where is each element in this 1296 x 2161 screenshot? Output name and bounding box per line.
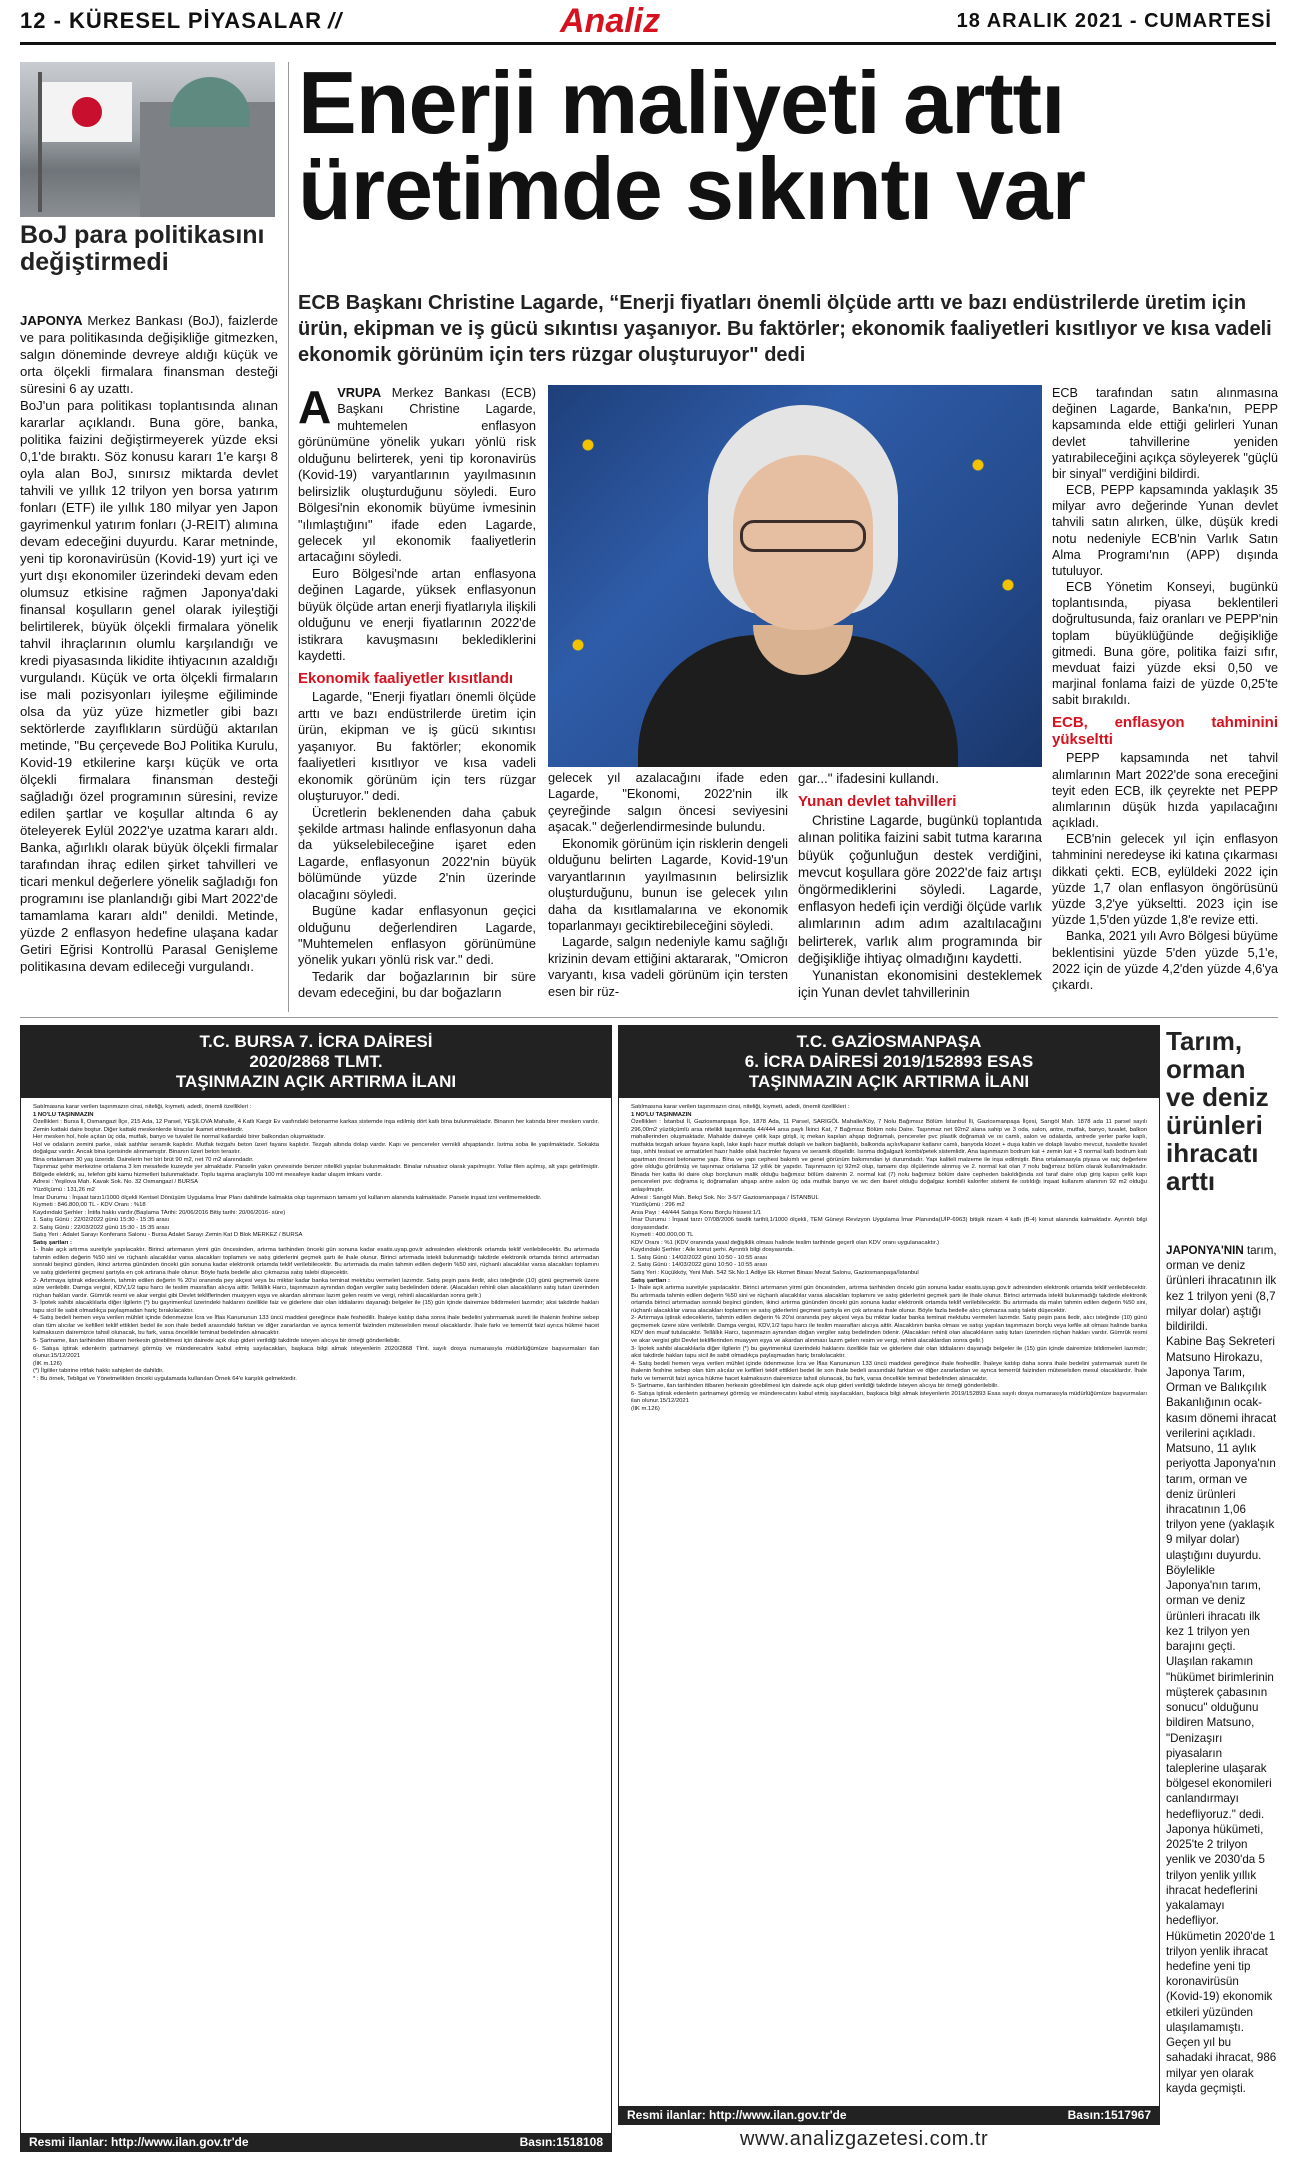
col2-paragraph-2: Ekonomik görünüm için risklerin dengeli olduğunu belirten Lagarde, Kovid-19'un varyantlarının yayılmasının belirsizlik oluşturduğunu, bunun ise gelecek yılın daha da kısıtlamalarına ve ekonomik toparlanmayı geciktirebileceğini söyledi. [548, 835, 788, 933]
right-paragraph-2: ECB, PEPP kapsamında yaklaşık 35 milyar avro değerinde Yunan devlet tahvili satın alırken, ülke, düşük kredi notu nedeniyle ECB'nin Varlık Satın Alma Programı'nın (APP) dışında tutuluyor. [1052, 483, 1278, 578]
auction-notice-gaziosmanpasa [618, 1025, 1160, 2125]
newspaper-logo[interactable]: Analiz [560, 2, 661, 40]
col3-paragraph-1: Christine Lagarde, bugünkü toplantıda alınan politika faizini sabit tutma kararına büyük çoğunluğun destek verdiğini, mevcut koşullara göre 2022'de faiz artışı öngörmediklerini söyledi. Lagarde, enflasyon hedefi için verdiği ölçüde varlık alımlarının adım adım azaltılacağını belirterek, varlık alım programında bir değişikliğe ihtiyaç olmadığını kaydetti. [798, 813, 1042, 966]
ad1-m4: 4- Satış bedeli hemen veya verilen mühlet içinde ödenmezse İcra ve İflas Kanununun 133 üncü maddesi gereğince ihale feshedilir. İhaleye katılıp daha sonra ihale bedelini yatırmamak sureti ile ihalenin feshine sebep olan tüm alıcılar ve kefilleri teklif ettikleri bedel ile son ihale bedeli arasındaki farktan ve diğer zararlardan ve ayrıca temerrüt faizinden müteselsilen mesul olacaklardır. İhale farkı ve temerrüt faizi ayrıca hükme hacet kalmaksızın dairemizce tahsil olunacak, bu fark, varsa öncelikle teminat bedelinden alınacaktır. [33, 1315, 599, 1337]
ad1-intro: Satılmasına karar verilen taşınmazın cinsi, niteliği, kıymeti, adedi, önemli özellikleri : [33, 1104, 252, 1110]
ad1-m1: 1- İhale açık artırma suretiyle yapılacaktır. Birinci artırmanın yirmi gün öncesinden, artırma tarihinden önceki gün sonuna kadar esatis.uyap.gov.tr adresinden elektronik ortamda teklif verilebilecektir. Bu artırmada tahmin edilen değerin %50 sini ve rüçhanlı alacaklılar varsa alacakları toplamını ve satış giderlerini geçmek şartı ile ihale olunur. Birinci artırmada istekli bulunmadığı takdirde elektronik ortamda birinci artırmadan sonraki beşinci günden, ikinci artırma gününden önceki gün sonuna kadar elektronik ortamda teklif verilebilecektir. Bu artırmada da malın tahmin edilen değerin %50 sini, rüçhanlı alacaklılar varsa alacakları toplamını ve satış giderlerini geçmesi şartıyla en çok artırana ihale olunur. Böyle fazla bedelle alıcı çıkmazsa satış talebi düşecektir. [33, 1247, 599, 1277]
col2-paragraph-1: gelecek yıl azalacağını ifade eden Lagarde, "Ekonomi, 2022'nin ilk çeyreğinde salgın öncesi seviyesini aşacak." değerlendirmesinde bulundu. [548, 770, 788, 835]
col2-paragraph-3: Lagarde, salgın nedeniyle kamu sağlığı krizinin devam ettiğini aktararak, "Omicron varyantı, kısa vadeli görünüm için tersten esen bir rüz- [548, 934, 788, 999]
article-column-2 [548, 770, 788, 1000]
drop-cap: A [298, 381, 332, 433]
issue-date: 18 ARALIK 2021 - CUMARTESİ [956, 10, 1272, 32]
tarim-lead-word: JAPONYA'NIN [1166, 1244, 1244, 1257]
section-divider [20, 1017, 1278, 1018]
col3-paragraph-2: Yunanistan ekonomisini desteklemek için Yunan devlet tahvillerinin [798, 968, 1042, 1001]
article-column-right [1052, 385, 1278, 993]
boj-paragraph-1: Merkez Bankası (BoJ), faizlerde ve para politikasında değişikliğe gitmezken, salgın döneminde devreye aldığı küçük ve orta ölçekli firmalara finansman desteği süresini 6 ay uzattı. [20, 313, 278, 396]
ad2-press-number: Basın:1517967 [1067, 2108, 1151, 2122]
ad1-title-1: T.C. BURSA 7. İCRA DAİRESİ [199, 1032, 433, 1051]
header-divider [20, 42, 1276, 45]
ad1-zoning: İmar Durumu : İnşaat tarzı1/1000 ölçekli Kentsel Dönüşüm Uygulama İmar Planı dahilinde kalmakta olup taşınmazın tamamı yol kullanım alanında kalmaktadır. Parsele inşaat izni verilmemektedir. [33, 1194, 542, 1201]
ad1-address: Adresi : Yeşilova Mah. Kavak Sok. No. 32 Osmangazi / BURSA [33, 1179, 199, 1186]
ad1-footer [21, 2133, 611, 2151]
headline-line-2: üretimde sıkıntı var [298, 139, 1085, 238]
ad2-features: Özellikleri : İstanbul İl, Gaziosmanpaşa İlçe, 1878 Ada, 11 Parsel, SARIGÖL Mahalle/Köy, 7 Nolu Bağımsız Bölüm İstanbul İli, Gaziosmanpaşa İlçesi, Sarıgöl Mah. 1878 ada 11 parsel sayılı 296,00m2 yüzölçümlü arsa nitelikli taşınmazda 44/444 arsa paylı İkinci Kat, 7 Bağımsız Bölüm nolu Daire. Taşınmaz net 92m2 alana sahip ve 3 oda, salon, antre, mutfak, banyo, tuvalet, balkon mahallerinden oluşmaktadır. Mahalde daireye çelik kapı girişli, iç mekan kapıları ahşap doğramalı, pencereler pvc plastik doğramalı ve ısı camlı, salon ve odalarda, antrede yerler parke kaplı, mutfakta tezgah arkası fayans kaplı, lake kaplı hazır mutfak dolaplı ve balkon bağlantılı, balkonda açılır/kapanır katlanır camlı, banyoda klozet + duşa kabin ve dolaplı lavabo mevcut, tuvalette tuvalet taşı, sıhhi tesisat ve armatürleri hazır halde ıslak hacimler fayans ve seramik döşelidir. Isınma doğalgazlı kombi/petek sistemlidir. Ana taşınmazın bodrum kat + zemin kat + 3 normal katlı bodrum katı apartman öncesi betonarme yapı. Bina ve yapı cephesi bakımlı ve genel görünüm bakımından iyi durumdadır. Yapı kaliteli malzeme ile inşa edilmiştir. Bina ortalamasıyla piyasa ve raiç değerlere göre olduğu görülmüş ve taşınmaz ortalama 12 yıllık bir yapıdır. Taşınmazın içi 92m2 olup, tamamı dışı ölçülerinde alınmış ve 2. normal kat olan 7 nolu bağımsız bölüm olarak kullanılmaktadır. Binada her katta iki daire olup borçlunun malik olduğu bağımsız bölüm dairenin 2. normal kat (7) nolu bağımsız bölüm daire cepheden bakıldığında sol taraf daire olup giriş kapısı çelik kapı pencereleri pvc doğrama iç doğramaları ahşap antre salon üç oda mutfak banyo ve wc den ibaret olduğu doğalgaz kombili kalorifer sistemi ile ısıtıldığı inşaat kullanım alanının 92 m2 olduğu anlaşılmıştır. [631, 1119, 1147, 1194]
tarim-article-title: Tarım, orman ve deniz ürünleri ihracatı arttı [1166, 1026, 1269, 1196]
ad1-sale-day-1: 1. Satış Günü : 22/02/2022 günü 15:30 - 15:35 arası [33, 1217, 170, 1224]
section-label [20, 8, 342, 34]
ad1-body [21, 1098, 611, 2141]
ad1-annotations: Kaydındaki Şerhler : İntifa hakkı vardır.(Başlama TArihi: 20/06/2016 Bitiş tarihi: 20/06/2016- süre) [33, 1209, 286, 1216]
ad1-sale-place: Satış Yeri : Adalet Sarayı Konferans Salonu - Bursa Adalet Sarayı Zemin Kat D Blok MERKEZ / BURSA [33, 1232, 303, 1239]
ad2-m1: 1- İhale açık artırma suretiyle yapılacaktır. Birinci artırmanın yirmi gün öncesinden, artırma tarihinden önceki gün sonuna kadar esatis.uyap.gov.tr adresinden elektronik ortamda teklif verilebilecektir. Bu artırmada tahmin edilen değerin %50 sini ve rüçhanlı alacaklılar varsa alacakları toplamını ve satış giderlerini geçmek şartı ile ihale olunur. Birinci artırmada istekli bulunmadığı takdirde elektronik ortamda birinci artırmadan sonraki beşinci günden, ikinci artırma gününden önceki gün sonuna kadar elektronik ortamda teklif verilebilecektir. Bu artırmada da malın tahmin edilen değerin %50 sini, rüçhanlı alacaklılar varsa alacakları toplamını ve satış giderlerini geçmesi şartıyla en çok artırana ihale olunur. Böyle fazla bedelle alıcı çıkmazsa satış talebi düşecektir. [631, 1285, 1147, 1314]
ad1-m3: 3- İpotek sahibi alacaklılarla diğer ilgilerin (*) bu gayrimenkul üzerindeki haklarını özellikle faiz ve giderlere dair olan iddialarını dayanağı belgeler ile (15) gün içinde dairemize bildirmeleri lazımdır; aksi takdirde hakları tapu sicil ile sabit olmadıkça paylaşmadan hariç bırakılacaktır. [33, 1300, 599, 1314]
ad1-footer-link[interactable]: Resmi ilanlar: http://www.ilan.gov.tr'de [29, 2135, 249, 2149]
tarim-paragraph-2: Kabine Baş Sekreteri Matsuno Hirokazu, Japonya Tarım, Orman ve Balıkçılık Bakanlığının ocak-kasım dönemi ihracat verilerini açıkladı. [1166, 1335, 1277, 1440]
boj-building-photo [20, 62, 275, 217]
right-paragraph-3: ECB Yönetim Konseyi, bugünkü toplantısında, piyasa beklentileri doğrultusunda, faiz oranları ve PEPP'nin toplam büyüklüğünde değişikliğe gitmedi. Buna göre, politika faizi sıfır, mevduat faizi yüzde eksi 0,50 ve marjinal fonlama faizi de yüzde 0,25'te sabit bırakıldı. [1052, 580, 1278, 708]
section-name: 12 - KÜRESEL PİYASALAR [20, 8, 322, 33]
col1-subheading: Ekonomik faaliyetler kısıtlandı [298, 670, 514, 688]
ad2-body [619, 1098, 1159, 2114]
ad1-p4: Bina ortalamam 30 yaş üzeridir. Dairelerin her biri brüt 90 m2, net 70 m2 alanındadır. [33, 1156, 254, 1163]
tarim-paragraph-4: Böylelikle Japonya'nın tarım, orman ve deniz ürünleri ihracatı ilk kez 1 trilyon yen barajını geçti. [1166, 1563, 1262, 1654]
lead-word: VRUPA [337, 385, 382, 400]
ad2-area: Yüzölçümü : 296 m2 [631, 1202, 685, 1209]
main-headline [298, 53, 1278, 238]
col3-subheading: Yunan devlet tahvilleri [798, 793, 957, 811]
col1-paragraph-5: Bugüne kadar enflasyonun geçici olduğunu değerlendiren Lagarde, "Muhtemelen enflasyon görünümüne yönelik yukarı yönlü risk var." dedi. [298, 903, 536, 968]
tarim-paragraph-5: Ulaşılan rakamın "hükümet birimlerinin müşterek çabasının sonucu" olduğunu bildiren Matsuno, "Denizaşırı piyasaların taleplerine ulaşarak bölgesel ekonomileri canlandırmayı hedefliyoruz." dedi. Japonya hükümeti, 2025'te 2 trilyon yenlik ve 2030'da 5 trilyon yenlik yıllık ihracat hedeflerini yakalamayı hedefliyor. [1166, 1655, 1274, 1928]
ad2-zoning: İmar Durumu : İnşaat tarzı 07/08/2006 tasdik tarihli,1/1000 ölçekli, TEM Güneyi Revizyon Uygulama İmar Planında(UİP-6963) bitişik nizam 4 katlı (B-4) konut alanında kalmaktadır. Ayrıntılı bilgi dosyasındadır. [631, 1217, 1147, 1231]
ad2-title-2: 6. İCRA DAİRESİ 2019/152893 ESAS [744, 1052, 1034, 1071]
col1-paragraph-2: Euro Bölgesi'nde artan enflasyona değinen Lagarde, yüksek enflasyonun büyük ölçüde artan enerji fiyatlarıyla ilişkili olduğunu ve enerji fiyatlarının 2022'de istikrara kavuşmasını beklediklerini kaydetti. [298, 565, 536, 663]
ad2-value: Kıymeti : 400.000,00 TL [631, 1232, 694, 1239]
ad2-m2: 2- Artırmaya iştirak edeceklerin, tahmin edilen değerin % 20'si oranında pey akçesi veya bu miktar kadar banka teminat mektubu vermeleri lazımdır. Satış peşin para iledir, alıcı isteğinde (10) günü geçmemek üzere süre verilebilir. Damga vergisi, KDV,1/2 tapu harcı ile teslim masrafları alıcıya aittir. Alacaklının banka olması ve satışı yapılan taşınmazın borçlu veya kefile ait olması halinde banka KDV den muaf tutulacaktır. Tellâllık Harcı, taşınmazın aynından doğan vergiler satış bedelinden ödenir. (Alacakları rehinli olan alacaklıların satış tutarı üzerinden rüçhan hakları vardır. Gümrük resmi ve akar vergisi gibi Devlet tekliflerinden muayyen eşya ve akardan alınması lazım gelen resim ve vergi, rehinli alacaklardan sonra gelir.) [631, 1315, 1147, 1344]
col1-paragraph-6: Tedarik dar boğazlarının bir süre devam edeceğini, bu dar boğazların [298, 968, 536, 1001]
ad2-header [619, 1026, 1159, 1098]
col3-paragraph-0: gar..." ifadesini kullandı. [798, 771, 939, 786]
main-subheadline: ECB Başkanı Christine Lagarde, “Enerji fiyatları önemli ölçüde arttı ve bazı endüstrilerde üretim için ürün, ekipman ve iş gücü sıkıntısı yaşanıyor. Bu faktörler; ekonomik faaliyetleri kısıtlıyor ve kısa vadeli ekonomik görünüm için ters rüzgar oluşturuyor" dedi [298, 292, 1272, 366]
boj-lead-word: JAPONYA [20, 313, 83, 328]
ad2-m5: 5- Şartname, ilan tarihinden itibaren herkesin görebilmesi için dairede açık olup gideri verildiği takdirde isteyen alıcıya bir örneği gönderilebilir. [631, 1383, 999, 1390]
ad1-p5: Taşınmaz şehir merkezine ortalama 3 km mesafede kuzeyde yer almaktadır. Parselin yakın çevresinde benzer nitelikli yapılar bulunmaktadır. Binalar ruhsatsız olarak yapılmıştır. Yollar filen açılmış, alt yapı getirilmiştir. Bölgede elektrik, su, telefon gibi kamu hizmetleri bulunmaktadır. Toplu taşıma araçlarıyla 100 mt mesafeye kadar ulaşım imkanı vardır. [33, 1164, 599, 1178]
col1-paragraph-4: Ücretlerin beklenenden daha çabuk şekilde artması halinde enflasyonun daha da yükselebileceğine işaret eden Lagarde, enflasyonun 2022'nin büyük bölümünde yüzde 2'nin üzerinde olacağını söyledi. [298, 804, 536, 902]
ad1-note-2: * : Bu örnek, Tebligat ve Yönetmelikten önceki uygulamada kullanılan Örnek 64'e karşılık gelmektedir. [33, 1375, 297, 1382]
ad2-title-3: TAŞINMAZIN AÇIK ARTIRMA İLANI [748, 1072, 1030, 1091]
boj-article-title: BoJ para politikasını değiştirmedi [20, 221, 265, 276]
ad1-m2: 2- Artırmaya iştirak edeceklerin, tahmin edilen değerin % 20'si oranında pey akçesi veya bu miktar kadar banka teminat mektubu vermeleri lazımdır. Satış peşin para iledir, alıcı isteğinde (10) günü geçmemek üzere süre verilebilir. Damga vergisi, KDV,1/2 tapu harcı ile teslim masrafları alıcıya aittir. Tellâllık Harcı, taşınmazın aynından doğan vergiler satış bedelinden ödenir. (Alacakları rehinli olan alacaklıların satış tutarı üzerinden rüçhan hakları vardır. Gümrük resmi ve akar vergisi gibi Devlet tekliflerinden muayyen eşya ve akardan alınması lazım gelen resim ve vergi, rehinli alacaklardan sonra gelir.) [33, 1277, 599, 1299]
ad1-header [21, 1026, 611, 1098]
ad2-ilk: (İlK m.126) [631, 1405, 660, 1412]
ad1-features: Özellikleri : Bursa İl, Osmangazi İlçe, 215 Ada, 12 Parsel, YEŞİLOVA Mahalle, 4 Katlı Kargir Ev vasfındaki betonarme karkas sistemde inşa edilmiş dört katlı bina bulunmaktadır. Binanın her katında birer mesken vardır. Zemin kattaki daire boştur. Diğer kattaki meskenlerde kiracılar ikamet etmektedir. [33, 1119, 599, 1133]
ad2-sale-place: Satış Yeri : Küçükköy, Yeni Mah. 542 Sk.No:1 Adliye Ek Hizmet Binası Mezat Salonu, Gaziosmanpaşa/İstanbul [631, 1270, 919, 1277]
ad1-value: Kıymeti : 846.800,00 TL - KDV Oranı : %18 [33, 1202, 146, 1209]
ad2-footer [619, 2106, 1159, 2124]
article-column-1 [298, 381, 536, 1002]
ad1-m6: 6- Satışa iştirak edenlerin şartnameyi görmüş ve münderecatını kabul etmiş sayılacakları, başkaca bilgi almak isteyenlerin 2020/2868 Tlmt. sayılı dosya numarasıyla müdürlüğümüze başvurmaları ilan olunur.15/12/2021 [33, 1345, 599, 1360]
ad1-area: Yüzölçümü : 131,26 m2 [33, 1187, 95, 1194]
tarim-article-body [1166, 1243, 1278, 2096]
ad2-m3: 3- İpotek sahibi alacaklılarla diğer ilgilerin (*) bu gayrimenkul üzerindeki haklarını özellikle faiz ve giderlere dair olan iddialarını dayanağı belgeler ile (15) gün içinde dairemize bildirmeleri lazımdır; aksi takdirde hakları tapu sicil ile sabit olmadıkça paylaşmadan hariç bırakılacaktır. [631, 1345, 1147, 1360]
col1-paragraph-1: Merkez Bankası (ECB) Başkanı Christine Lagarde, muhtemelen enflasyon görünümüne yönelik yukarı yönlü risk olduğunu belirterek, yeni tip koronavirüs (Kovid-19) varyantlarının yayılmasının belirsizlik oluşturduğunu söyledi. Euro Bölgesi'nin ekonomik büyüme ivmesinin "ılımlaştığını" ifade eden Lagarde, gelecek yıl ekonomik faaliyetlerin artacağını söyledi. [298, 385, 536, 565]
tarim-paragraph-6: Hükümetin 2020'de 1 trilyon yenlik ihracat hedefine yeni tip koronavirüsün (Kovid-19) ekonomik etkileri yüzünden ulaşılamamıştı. [1166, 1929, 1276, 2034]
ad1-property-label: 1 NO'LU TAŞINMAZIN [33, 1111, 94, 1118]
ad2-conditions-label: Satış şartları : [631, 1277, 670, 1284]
ad1-sale-day-2: 2. Satış Günü : 22/03/2022 günü 15:30 - 15:35 arası [33, 1224, 170, 1231]
ad2-annotations: Kaydındaki Şerhler : Aile konut şerhi. Ayrıntılı bilgi dosyasında. [631, 1247, 794, 1254]
right-paragraph-1: ECB tarafından satın alınmasına değinen Lagarde, Banka'nın, PEPP kapsamında elde ettiği gelirleri Yunan devlet tahvillerine yeniden yatırabileceğini açıkça söyleyerek "güçlü bir sinyal" verdiğini bildirdi. [1052, 386, 1278, 481]
headline-line-1: Enerji maliyeti arttı [298, 53, 1065, 152]
right-paragraph-4: PEPP kapsamında net tahvil alımlarının Mart 2022'de sona ereceğini teyit eden ECB, ilk çeyrekte net PEPP alımlarının düşük hızda yapılacağını açıkladı. [1052, 751, 1278, 831]
tarim-paragraph-1: tarım, orman ve deniz ürünleri ihracatının ilk kez 1 trilyon yeni (8,7 milyar dolar) aştığı bildirildi. [1166, 1244, 1277, 1334]
ad2-property-label: 1 NO'LU TAŞINMAZIN [631, 1111, 692, 1118]
boj-paragraph-2: BoJ'un para politikası toplantısında alınan kararlar açıklandı. Buna göre, banka, politika faizini değiştirmeyerek yüzde eksi 0,1'de bıraktı. Söz konusu kararı 1'e karşı 8 oyla alan BoJ, sınırsız miktarda devlet tahvili ve yıllık 12 trilyon yen borsa yatırım fonları (ETF) ile yıllık 180 milyar yen Japon gayrimenkul yatırım fonları (J-REIT) alımına devam edeceğini duyurdu. Karar metninde, yeni tip koronavirüsün (Kovid-19) yurt içi ve yurt dışı ekonomiler üzerindeki devam eden olumsuz etkisine rağmen Japonya'daki finansal koşulların genel olarak iyileştiği belirtilerek, büyük ölçekli firmalara yönelik tahvil ihraçlarının olumlu karşılandığı ve kredi piyasasında likidite ihtiyacının azaldığı vurgulandı. Küçük ve orta ölçekli firmaların ise mali pozisyonları iyileşme eğiliminde olsa da yüz yüze hizmetler gibi bazı sektörlerde zayıflıkların sürdüğü aktarılan metinde, "Bu çerçevede BoJ Politika Kurulu, Kovid-19 etkilerine karşı küçük ve orta ölçekli firmalara finansman desteği sağladığı özel programının süresini, revize edilen şartlar ve koşullar altında 6 ay öteleyerek Eylül 2022'ye uzatma kararı aldı. Banka, ağırlıklı olarak büyük ölçekli firmalar tarafından ihraç edilen şirket tahvilleri ve ticari menkul değerlere yönelik sağladığı fon programını ise planlandığı gibi Mart 2022'de tamamlama kararı aldı" denildi. Metinde, yüzde 2 enflasyon hedefine ulaşana kadar Getiri Eğrisi Kontrollü Parasal Genişleme politikasına devam edileceği vurgulandı. [20, 398, 278, 974]
ad2-address: Adresi : Sarıgöl Mah. Bekçi Sok. No: 3-5/7 Gaziosmanpaşa / İSTANBUL [631, 1194, 819, 1201]
ad2-vat: KDV Oranı : %1 (KDV oranında yasal değişiklik olması halinde teslim tarihinde geçerli olan KDV oranı uygulanacaktır.) [631, 1239, 940, 1246]
lagarde-photo [548, 385, 1042, 767]
boj-article-body [20, 312, 278, 975]
ad2-m4: 4- Satış bedeli hemen veya verilen mühlet içinde ödenmezse İcra ve İflas Kanununun 133 üncü maddesi gereğince ihale feshedilir. İhaleye katılıp daha sonra ihale bedelini yatırmamak sureti ile ihalenin feshine sebep olan tüm alıcılar ve kefilleri teklif ettikleri bedel ile son ihale bedeli arasındaki farktan ve diğer zararlardan ve ayrıca temerrüt faizinden müteselsilen mesul olacaklardır. İhale farkı ve temerrüt faizi ayrıca hükme hacet kalmaksızın dairemizce tahsil olunacak, bu fark, varsa öncelikle teminat bedelinden alınacaktır. [631, 1360, 1147, 1382]
ad1-title-2: 2020/2868 TLMT. [249, 1052, 383, 1071]
ad1-title-3: TAŞINMAZIN AÇIK ARTIRMA İLANI [175, 1072, 457, 1091]
ad2-footer-link[interactable]: Resmi ilanlar: http://www.ilan.gov.tr'de [627, 2108, 847, 2122]
ad2-sale-day-2: 2. Satış Günü : 14/03/2022 günü 10:50 - 10:55 arası [631, 1262, 768, 1269]
ad2-sale-day-1: 1. Satış Günü : 14/02/2022 günü 10:50 - 10:55 arası [631, 1254, 768, 1261]
ad1-conditions-label: Satış şartları : [33, 1239, 72, 1246]
right-subheading: ECB, enflasyon tahminini yükseltti [1052, 714, 1278, 749]
auction-notice-bursa [20, 1025, 612, 2152]
ad1-ilk: (İlK m.126) [33, 1360, 62, 1367]
ad1-press-number: Basın:1518108 [519, 2135, 603, 2149]
tarim-paragraph-3: Matsuno, 11 aylık periyotta Japonya'nın tarım, orman ve deniz ürünleri ihracatının 1,06 trilyon yene (yaklaşık 9 milyar dolar) ulaştığını duyurdu. [1166, 1442, 1276, 1562]
website-url[interactable]: www.analizgazetesi.com.tr [740, 2128, 989, 2150]
ad2-intro: Satılmasına karar verilen taşınmazın cinsi, niteliği, kıymeti, adedi, önemli özellikleri : [631, 1104, 850, 1110]
column-divider [288, 62, 289, 1012]
ad1-note-1: (*) İlgililer tabirine irtifak hakkı sahipleri de dahildir. [33, 1368, 164, 1375]
ad2-title-1: T.C. GAZİOSMANPAŞA [796, 1032, 982, 1051]
ad1-p2: Her mesken hol, hole açılan üç oda, mutfak, banyo ve tuvalet ile normal katlardaki birer balkondan oluşmaktadır. [33, 1134, 326, 1141]
ad1-m5: 5- Şartname, ilan tarihinden itibaren herkesin görebilmesi için dairede açık olup gideri verildiği takdirde isteyen alıcıya bir örneği gönderilebilir. [33, 1337, 401, 1344]
tarim-paragraph-7: Geçen yıl bu sahadaki ihracat, 986 milyar yen olarak kayda geçmişti. [1166, 2036, 1277, 2095]
right-paragraph-6: Banka, 2021 yılı Avro Bölgesi büyüme beklentisini yüzde 5'den yüzde 5,1'e, 2022 için de yüzde 4,2'den yüzde 4,6'ya çıkardı. [1052, 929, 1278, 992]
col1-paragraph-3: Lagarde, "Enerji fiyatları önemli ölçüde arttı ve bazı endüstrilerde üretim için ürün, ekipman ve iş gücü sıkıntısı yaşanıyor. Bu faktörler; ekonomik faaliyetleri kısıtlıyor ve kısa vadeli ekonomik görünüm için ters rüzgar oluşturuyor." dedi. [298, 689, 536, 804]
ad2-share: Arsa Payı : 44/444 Satışa Konu Borçlu hissesi:1/1 [631, 1209, 761, 1216]
right-paragraph-5: ECB'nin gelecek yıl için enflasyon tahminini neredeyse iki katına çıkarması dikkati çekti. ECB, eylüldeki 2022 için yüzde 1,7 olan enflasyon öngörüsünü yüzde 3,2'ye yükseltti. 2023 için ise yüzde 1,5'den yüzde 1,8'e revize etti. [1052, 832, 1278, 928]
ad1-p3: Hol ve odaların zemini parke, ıslak satıhlar seramik kaplıdır. Mutfak tezgahı beton üzeri fayans kaplıdır. Tezgah altında dolap vardır. Kapı ve pencereler vernikli ahşaptandır. Isıtma soba ile yapılmaktadır. Sokakta doğalgaz vardır. Ancak bina içerisinde alınmamıştır. Binanın üzeri beton terastır. [33, 1141, 599, 1156]
ad2-m6: 6- Satışa iştirak edenlerin şartnameyi görmüş ve münderecatını kabul etmiş sayılacakları, başkaca bilgi almak isteyenlerin 2019/152893 Esas sayılı dosya numarasıyla müdürlüğümüze başvurmaları ilan olunur.15/12/2021 [631, 1390, 1147, 1405]
article-column-3 [798, 770, 1042, 1001]
section-slash: // [327, 8, 343, 33]
